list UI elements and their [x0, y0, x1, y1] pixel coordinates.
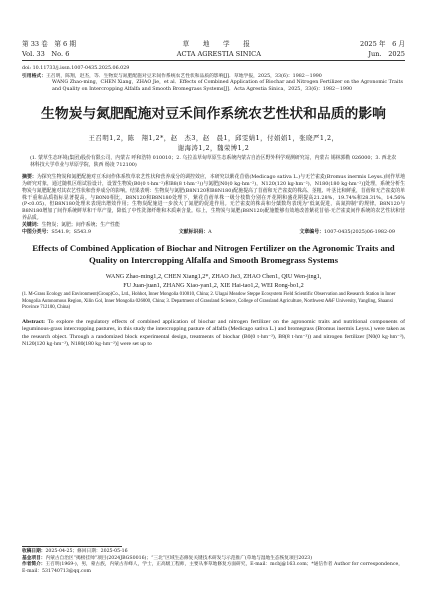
- keywords-cn-text: 生物炭；氮肥；间作系统；生产性能: [41, 221, 120, 228]
- author-list-en: [22, 273, 405, 290]
- author-line-en: FU Juan-juan1, ZHANG Xiao-yan1,2, XIE Hai-tao1,2, WEI Rong-bo1,2: [123, 281, 304, 289]
- clc-number: 中图分类号：S541.9；S543.9: [22, 228, 91, 235]
- abstract-en: [22, 319, 405, 349]
- journal-name-cn: 草 地 学 报: [182, 40, 254, 48]
- header-divider: [22, 60, 405, 61]
- affiliations-en: (1. M-Grass Ecology and Environment(Group)Co., Ltd., Hohhot, Inner Mongolia 010010, China; 2. Ulagai Meadow Steppe Ecosystem Field Scientific Observation and Research Station in Inner Mongolia Autonomous Region, Xilin Gol, Inner Mongolia 026000, China; 3. Department of Grassland Science, College of Grassland Agriculture, Northwest A&F University, Yangling, Shaanxi Province 712100, China): [22, 292, 396, 311]
- footnote-divider: [22, 546, 122, 547]
- abstract-en-label: Abstract:: [22, 318, 46, 325]
- author-line-cn: 谢海涛1,2，魏荣博1,2: [177, 144, 250, 153]
- author-line-cn: 王召明1,2，陈 翔1,2*，赵 杰3，赵 晨1，邱雯婧1，付娟娟1，张晓严1,2，: [88, 134, 339, 143]
- running-header-cn: [22, 0, 405, 48]
- author-list-cn: [22, 133, 405, 153]
- doi-line: doi: 10.11733/j.issn.1007-0435.2025.06.029: [22, 66, 130, 71]
- received-date: 收稿日期：2025-04-25；修回日期：2025-05-16: [22, 549, 128, 554]
- abstract-en-text: To explore the regulatory effects of combined application of biochar and nitrogen fertilizer on the agronomic traits and nutritional components of leguminous-grass intercropping pastures, in this study the intercropping pasture of alfalfa (Medicago sativa L.) and bromegrass (Bromus inermis Leyss.) were taken as the research object. Through a randomized block experimental design, treatments of biochar (B0(0 t·hm⁻²), B8(8 t·hm⁻²)) and nitrogen fertilizer [N0(0 kg·hm⁻²), N120(120 kg·hm⁻²), N180(180 kg·hm⁻²)] were set up to: [22, 318, 405, 348]
- abstract-cn: [22, 174, 405, 222]
- citation-label: 引用格式：: [22, 72, 46, 79]
- volume-issue-cn: 第 33 卷 第 6 期: [22, 40, 76, 48]
- abstract-cn-label: 摘要：: [22, 174, 37, 181]
- author-line-en: WANG Zhao-ming1,2, CHEN Xiang1,2*, ZHAO Jie3, ZHAO Chen1, QIU Wen-jing1,: [105, 273, 322, 281]
- abstract-cn-text: 为探究生物炭和氮肥配施对豆禾间作体系牧草农艺性状和营养成分的调控效应，本研究以紫花苜蓿(Medicago sativa L.)与无芒雀麦(Bromus inermis Leyss.)间作草地为研究对象，通过随机区组试验设计，设置生物炭(B0(0 t·hm⁻²)和B8(8 t·hm⁻²))与氮肥[N0(0 kg·hm⁻²)，N120(120 kg·hm⁻²)，N180(180 kg·hm⁻²)]处理，系统分析生物炭与氮肥配施对其农艺性状和营养成分的影响。结果表明：生物炭与氮肥(B8N120和B8N180)配施提高了苜蓿和无芒雀麦的株高、茎粗、叶茎比和鲜重，苜蓿和无芒雀麦的单株干重和品质指标显著提高。与B0N0相比，B8N120和B8N180处理下，紫花苜蓿单株一级分枝数分别在开花期和盛花期提高21.28%，19.74%和28.31%，14.56%(P<0.05)，但B8N180处理未表现出增效作用；生物炭配施进一步放大了氮肥的促进作用。无芒雀麦的株高和分蘖数均表现为“低氮促进，高氮抑制”的规律。B8N120与B8N180增加了间作系统鲜草和干草产量，降低了中性洗涤纤维和木质素含量。综上，生物炭与氮肥(B8N120)配施能够有效地改善紫花苜蓿-无芒雀麦间作系统的农艺性状和营养品质。: [22, 174, 405, 222]
- fund-project: 基金项目：内蒙古自治区“揭榜挂帅”项目(2024JBGS0016)；“三北”区域生态修复关键技术研发与示范推广(草地与湿地生态恢复项目2023): [22, 555, 313, 561]
- journal-name-en: ACTA AGRESTIA SINICA: [176, 50, 261, 58]
- classification-row: [22, 229, 405, 236]
- author-bio: 作者简介：王召明(1969-)，男，蒙古族，内蒙古赤峰人，学士，正高级工程师，主要从事草地修复方面研究，E-mail：mcbj@163.com；*通信作者 Author for correspondence，E-mail：531740713@qq.com: [22, 562, 403, 574]
- article-title-en: Effects of Combined Application of Biochar and Nitrogen Fertilizer on the Agronomic Traits and Quality on Intercropping Alfalfa and Smooth Bromegrass Systems: [32, 243, 395, 265]
- document-code: 文献标识码：A: [178, 228, 212, 235]
- issue-date-en: Jun. 2025: [368, 50, 405, 58]
- article-title-cn: 生物炭与氮肥配施对豆禾间作系统农艺性状和品质的影响: [41, 106, 386, 123]
- keywords-cn-label: 关键词：: [22, 221, 42, 228]
- citation-en: WANG Zhao-ming，CHEN Xiang，ZHAO Jie，et al．Effects of Combined Application of Biochar and Nitrogen Fertilizer on the Agronomic Traits and Quality on Intercropping Alfalfa and Smooth Bromegrass Systems[J]．Acta Agrestia Sinica，2025，33(6)：1982－1990: [52, 80, 403, 92]
- citation-cn: 王召明，陈翔，赵杰，等．生物炭与氮肥配施对豆禾间作系统农艺性状和品质的影响[J]．草地学报，2025，33(6)：1982－1990: [46, 73, 322, 79]
- running-header-en: [22, 48, 405, 58]
- affiliations-cn: (1. 蒙草生态环境(集团)股份有限公司，内蒙古 呼和浩特 010010；2. 乌拉盖草甸草原生态系统内蒙古自治区野外科学观测研究站，内蒙古 锡林郭勒 026000；3. 西北农林科技大学草业与草原学院，陕西 杨凌 712100): [30, 155, 397, 168]
- footnote: [22, 546, 405, 575]
- article-number: 文章编号：1007-0435(2025)06-1982-09: [299, 228, 395, 235]
- issue-date-cn: 2025 年 6 月: [360, 40, 405, 48]
- volume-issue-en: Vol. 33 No. 6: [22, 50, 70, 58]
- keywords-cn: [22, 222, 405, 229]
